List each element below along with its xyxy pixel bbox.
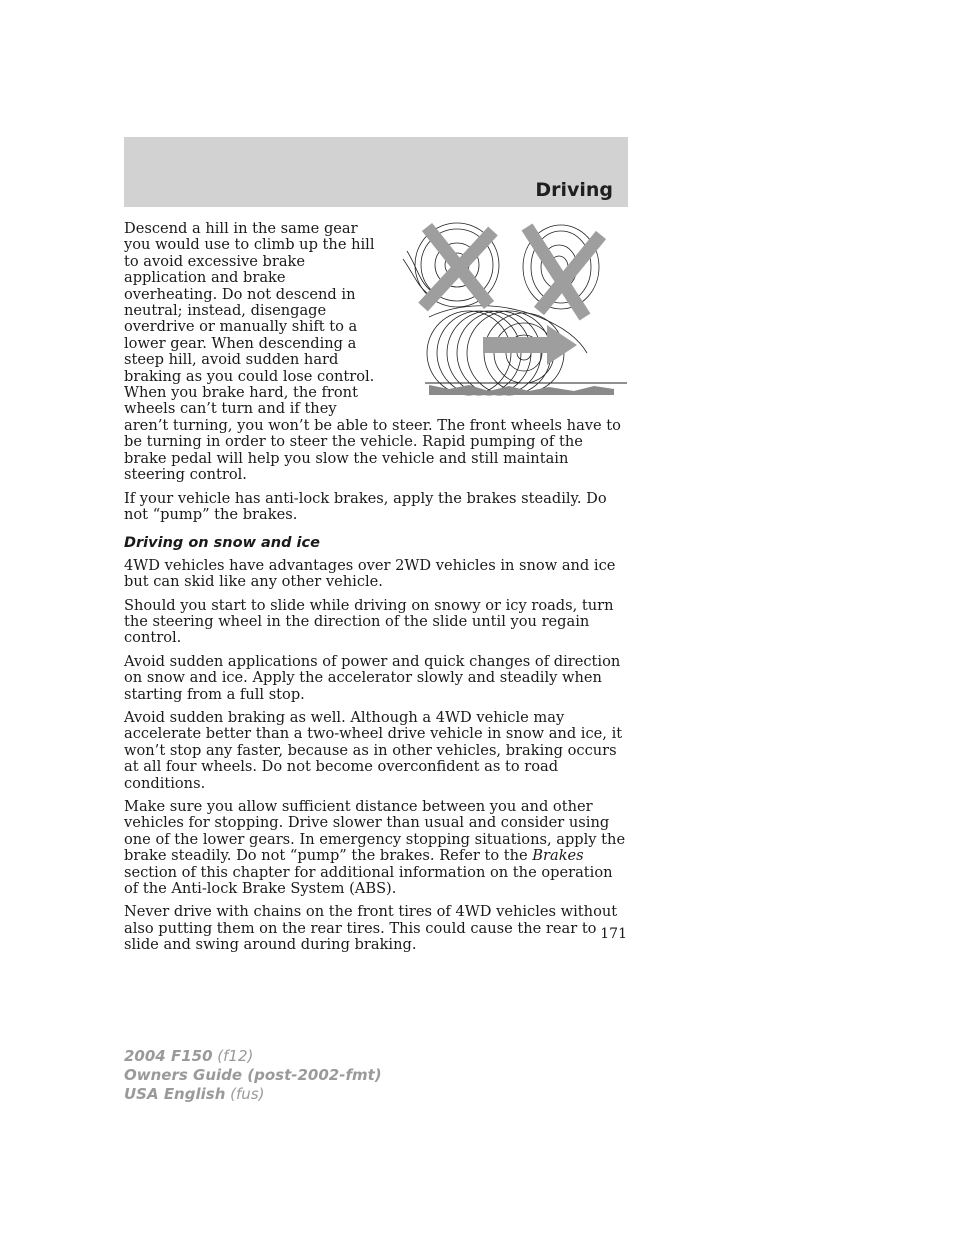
wheel-illustration-svg	[389, 221, 629, 411]
section-title: Driving	[535, 179, 613, 201]
paragraph-chains: Never drive with chains on the front tires of 4WD vehicles without also putting them on the rear tires. This could cause the rear to slide and swing around during braking.	[124, 903, 618, 954]
paragraph-slide: Should you start to slide while driving on snowy or icy roads, turn the steering wheel in the direction of the slide until you regain control.	[124, 596, 614, 647]
stopping-text-end: section of this chapter for additional information on the operation of the Anti-lock Brake System (ABS).	[124, 863, 613, 898]
paragraph-sudden-braking: Avoid sudden braking as well. Although a 4WD vehicle may accelerate better than a two-wheel drive vehicle in snow and ice, it won’t stop any faster, because as in other vehicles, braking occurs at all four wheels. Do not become overconfident as to road conditions.	[124, 708, 623, 792]
paragraph-descend-hill: Descend a hill in the same gear you would use to climb up the hill to avoid excessive brake application and brake overheating. Do not descend in neutral; instead, disengage overdrive or manually shift to a lower gear. When descending a steep hill, avoid sudden hard braking as you could lose control. When you brake hard, the front wheels can’t turn and if they aren’t turning, you won’t be able to steer. The front wheels have to be turning in order to steer the vehicle. Rapid pumping of the brake pedal will help you slow the vehicle and still maintain steering control.	[124, 220, 621, 484]
footer-line-model: 2004 F150 (f12)	[124, 1047, 254, 1065]
section-header-band	[124, 137, 628, 207]
stopping-text-start: Make sure you allow sufficient distance between you and other vehicles for stopping. Drive slower than usual and consider using one of the lower gears. In emergency stopping situations, apply the brake steadily. Do not “pump” the brakes. Refer to the	[124, 798, 626, 865]
page-number: 171	[600, 926, 627, 942]
footer-line-language: USA English (fus)	[124, 1085, 265, 1103]
paragraph-4wd-advantages: 4WD vehicles have advantages over 2WD vehicles in snow and ice but can skid like any other vehicle.	[124, 556, 616, 591]
paragraph-anti-lock-brakes: If your vehicle has anti-lock brakes, apply the brakes steadily. Do not “pump” the brakes.	[124, 489, 607, 523]
body-column	[124, 221, 629, 961]
direction-arrow-icon	[483, 325, 577, 365]
ground-texture	[429, 385, 614, 395]
subheading-snow-ice: Driving on snow and ice	[124, 535, 320, 552]
wheel-skid-illustration	[389, 221, 629, 411]
paragraph-stopping-distance	[124, 799, 629, 897]
footer-line-guide: Owners Guide (post-2002-fmt)	[124, 1066, 382, 1084]
x-mark-icon	[423, 227, 601, 317]
brakes-reference: Brakes	[532, 847, 584, 865]
document-footer	[124, 1047, 382, 1104]
paragraph-sudden-power: Avoid sudden applications of power and quick changes of direction on snow and ice. Apply the accelerator slowly and steadily when starting from a full stop.	[124, 652, 621, 703]
